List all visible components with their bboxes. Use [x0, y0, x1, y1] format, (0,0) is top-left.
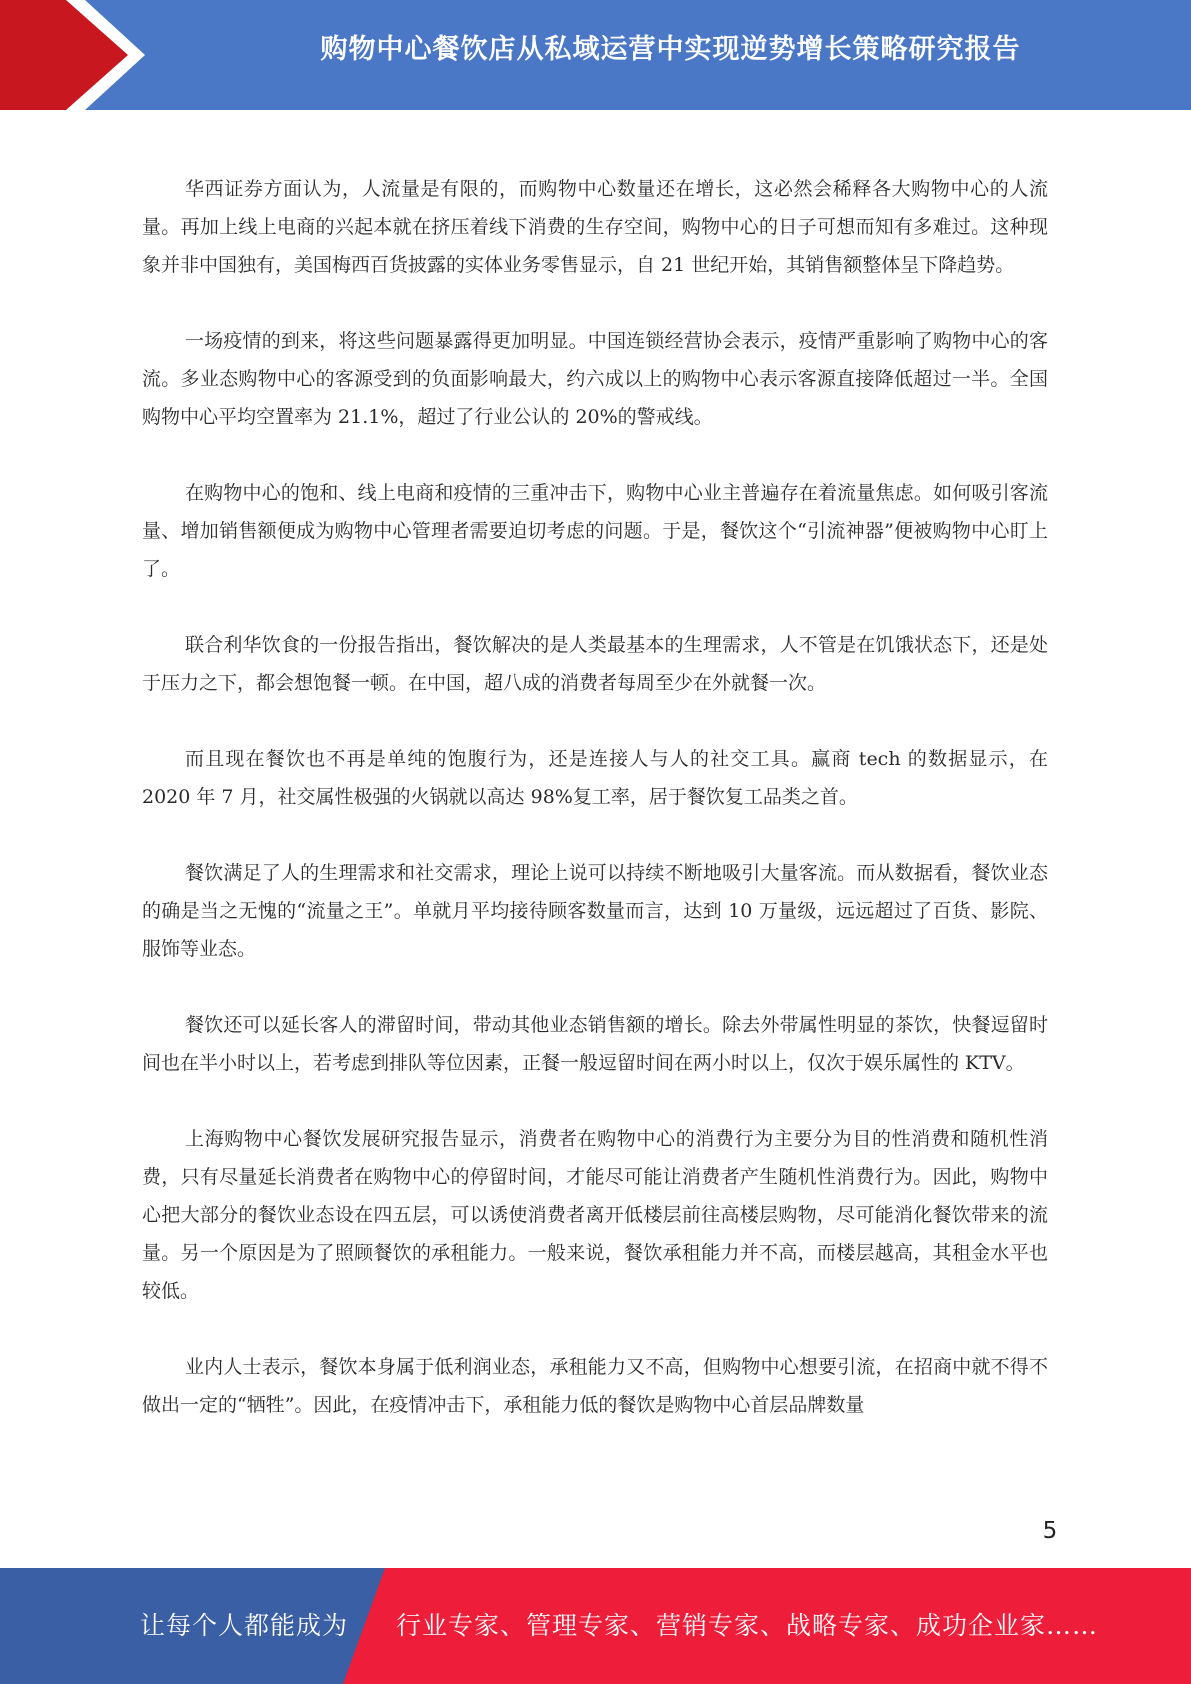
paragraph-9: 业内人士表示，餐饮本身属于低利润业态，承租能力又不高，但购物中心想要引流，在招商中就不得不做出一定的“牺牲”。因此，在疫情冲击下，承租能力低的餐饮是购物中心首层品牌数量 [142, 1356, 1048, 1416]
page-number: 5 [1042, 1518, 1058, 1544]
paragraph-7: 餐饮还可以延长客人的滞留时间，带动其他业态销售额的增长。除去外带属性明显的茶饮，快餐逗留时间也在半小时以上，若考虑到排队等位因素，正餐一般逗留时间在两小时以上，仅次于娱乐属性的 KTV。 [142, 1014, 1048, 1074]
paragraph-1: 华西证券方面认为，人流量是有限的，而购物中心数量还在增长，这必然会稀释各大购物中心的人流量。再加上线上电商的兴起本就在挤压着线下消费的生存空间，购物中心的日子可想而知有多难过。这种现象并非中国独有，美国梅西百货披露的实体业务零售显示，自 21 世纪开始，其销售额整体呈下降趋势。 [142, 178, 1048, 276]
paragraph-3: 在购物中心的饱和、线上电商和疫情的三重冲击下，购物中心业主普遍存在着流量焦虑。如何吸引客流量、增加销售额便成为购物中心管理者需要迫切考虑的问题。于是，餐饮这个“引流神器”便被购物中心盯上了。 [142, 482, 1048, 580]
header-arrow-decoration [0, 0, 150, 110]
footer-slogan-left: 让每个人都能成为 [140, 1611, 349, 1640]
page-header [0, 0, 1191, 110]
paragraph-8: 上海购物中心餐饮发展研究报告显示，消费者在购物中心的消费行为主要分为目的性消费和随机性消费，只有尽量延长消费者在购物中心的停留时间，才能尽可能让消费者产生随机性消费行为。因此，购物中心把大部分的餐饮业态设在四五层，可以诱使消费者离开低楼层前往高楼层购物，尽可能消化餐饮带来的流量。另一个原因是为了照顾餐饮的承租能力。一般来说，餐饮承租能力并不高，而楼层越高，其租金水平也较低。 [142, 1128, 1048, 1302]
paragraph-2: 一场疫情的到来，将这些问题暴露得更加明显。中国连锁经营协会表示，疫情严重影响了购物中心的客流。多业态购物中心的客源受到的负面影响最大，约六成以上的购物中心表示客源直接降低超过一半。全国购物中心平均空置率为 21.1%，超过了行业公认的 20%的警戒线。 [142, 330, 1048, 428]
footer-slogan-right: 行业专家、管理专家、营销专家、战略专家、成功企业家…… [396, 1611, 1099, 1640]
document-title: 购物中心餐饮店从私域运营中实现逆势增长策略研究报告 [320, 34, 1021, 65]
document-body [142, 170, 1048, 1462]
paragraph-6: 餐饮满足了人的生理需求和社交需求，理论上说可以持续不断地吸引大量客流。而从数据看，餐饮业态的确是当之无愧的“流量之王”。单就月平均接待顾客数量而言，达到 10 万量级，远远超过了百货、影院、服饰等业态。 [142, 862, 1048, 960]
page-footer [0, 1568, 1191, 1684]
paragraph-5: 而且现在餐饮也不再是单纯的饱腹行为，还是连接人与人的社交工具。赢商 tech 的数据显示，在 2020 年 7 月，社交属性极强的火锅就以高达 98%复工率，居于餐饮复工品类之首。 [142, 748, 1048, 808]
paragraph-4: 联合利华饮食的一份报告指出，餐饮解决的是人类最基本的生理需求，人不管是在饥饿状态下，还是处于压力之下，都会想饱餐一顿。在中国，超八成的消费者每周至少在外就餐一次。 [142, 634, 1048, 694]
